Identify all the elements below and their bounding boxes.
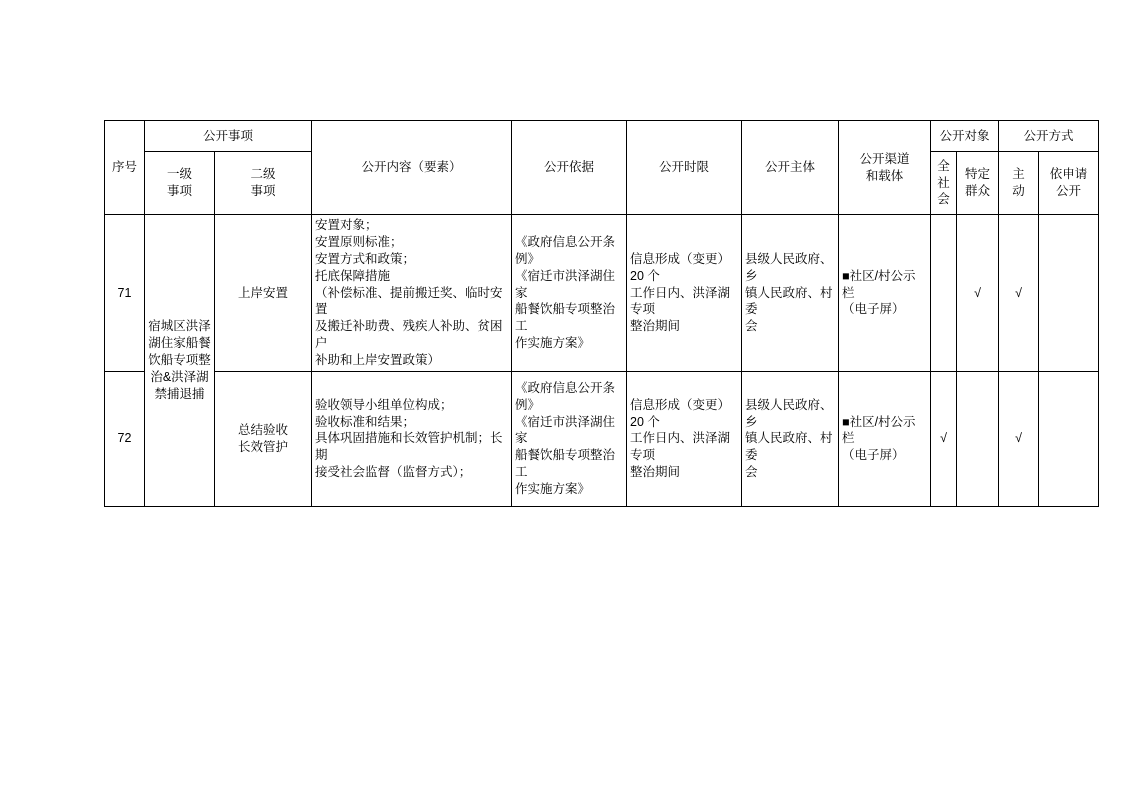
header-level1-line1: 一级 [166,167,192,182]
level1-line-2: 湖住家船餐 [148,336,211,351]
subject-line-1: 县级人民政府、乡 [745,397,833,429]
row-audience-all [931,215,957,372]
header-method-active-line1: 主 [1012,167,1025,182]
level1-line-3: 饮船专项整 [148,353,211,367]
content-line-1: 安置对象； [315,218,378,232]
header-method-request [1039,152,1099,215]
row-method-request [1039,215,1099,372]
table-header-row-1 [105,121,1099,152]
subject-line-2: 镇人民政府、村委 [745,431,833,463]
header-level2-line1: 二级 [250,167,276,182]
row-seq: 71 [105,215,145,372]
basis-line-4: 作实施方案》 [515,482,591,497]
header-seq [105,121,145,215]
row-level2: 上岸安置 [215,215,312,372]
row-level1-merged [145,215,215,507]
table-row [105,215,1099,372]
header-timelimit: 公开时限 [627,121,742,215]
content-line-7: 补助和上岸安置政策） [315,353,441,367]
header-basis: 公开依据 [512,121,627,215]
subject-line-3: 会 [745,465,758,480]
subject-line-3: 会 [745,319,758,334]
content-line-2: 安置原则标准； [315,234,403,249]
header-audience-specific-line1: 特定 [965,167,991,182]
header-level1-line2: 事项 [166,184,192,198]
row-timelimit [627,371,742,506]
channel-line-2: （电子屏） [842,302,905,317]
header-channel-line1: 公开渠道 [859,151,910,166]
basis-line-2: 《宿迁市洪泽湖住家 [515,414,616,446]
subject-line-2: 镇人民政府、村委 [745,285,833,317]
row-seq: 72 [105,371,145,506]
header-method-group: 公开方式 [999,121,1099,152]
level1-line-5: 禁捕退捕 [154,386,205,401]
row-subject [742,371,839,506]
row-audience-specific [957,371,999,506]
header-audience-group: 公开对象 [931,121,999,152]
header-audience-all-line2: 社 [937,175,950,190]
header-audience-all [931,152,957,215]
level2-line-2: 长效管护 [238,439,289,454]
header-subject: 公开主体 [742,121,839,215]
timelimit-line-1: 信息形成（变更）20 个 [630,251,731,283]
row-subject [742,215,839,372]
content-line-2: 验收标准和结果； [315,414,416,429]
content-line-4: 托底保障措施 [315,268,391,283]
content-line-6: 及搬迁补助费、残疾人补助、贫困户 [315,319,503,351]
subject-line-1: 县级人民政府、乡 [745,251,833,283]
content-line-3: 安置方式和政策； [315,251,416,266]
header-method-request-line2: 公开 [1056,184,1082,198]
timelimit-line-2: 工作日内、洪泽湖专项 [630,431,731,463]
content-line-4: 接受社会监督（监督方式）； [315,465,472,480]
content-line-5: （补偿标准、提前搬迁奖、临时安置 [315,285,503,317]
row-channel [839,371,931,506]
header-level1 [145,152,215,215]
row-audience-specific: √ [957,215,999,372]
header-audience-specific-line2: 群众 [965,184,991,198]
basis-line-2: 《宿迁市洪泽湖住家 [515,268,616,300]
row-method-active: √ [999,215,1039,372]
header-level2-line2: 事项 [250,184,276,198]
channel-line-1: ■社区/村公示栏 [842,414,916,446]
channel-line-1: ■社区/村公示栏 [842,268,916,300]
table-row [105,371,1099,506]
level1-line-4: 治&洪泽湖 [150,369,209,384]
header-audience-specific [957,152,999,215]
header-method-request-line1: 依申请 [1049,167,1088,182]
content-line-1: 验收领导小组单位构成； [315,397,453,412]
header-content: 公开内容（要素） [312,121,512,215]
timelimit-line-3: 整治期间 [630,319,681,334]
timelimit-line-2: 工作日内、洪泽湖专项 [630,285,731,317]
level1-line-1: 宿城区洪泽 [148,319,211,334]
row-content [312,215,512,372]
timelimit-line-3: 整治期间 [630,465,681,480]
row-audience-all: √ [931,371,957,506]
header-seq-line1: 序号 [111,160,137,175]
row-content [312,371,512,506]
row-method-request [1039,371,1099,506]
header-method-active [999,152,1039,215]
row-channel [839,215,931,372]
content-line-3: 具体巩固措施和长效管护机制；长期 [315,431,503,463]
row-basis [512,371,627,506]
header-channel [839,121,931,215]
basis-line-1: 《政府信息公开条例》 [515,234,616,266]
row-method-active: √ [999,371,1039,506]
basis-line-1: 《政府信息公开条例》 [515,380,616,412]
header-matters-group: 公开事项 [145,121,312,152]
channel-line-2: （电子屏） [842,448,905,463]
row-level2 [215,371,312,506]
timelimit-line-1: 信息形成（变更）20 个 [630,397,731,429]
header-level2 [215,152,312,215]
basis-line-4: 作实施方案》 [515,336,591,351]
header-channel-line2: 和载体 [865,168,904,183]
level2-line-1: 总结验收 [238,423,289,437]
row-timelimit [627,215,742,372]
disclosure-table [104,120,1099,507]
row-basis [512,215,627,372]
header-audience-all-line1: 全 [937,158,950,173]
basis-line-3: 船餐饮船专项整治工 [515,302,616,334]
header-audience-all-line3: 会 [937,192,950,207]
basis-line-3: 船餐饮船专项整治工 [515,448,616,480]
header-method-active-line2: 动 [1012,184,1025,198]
